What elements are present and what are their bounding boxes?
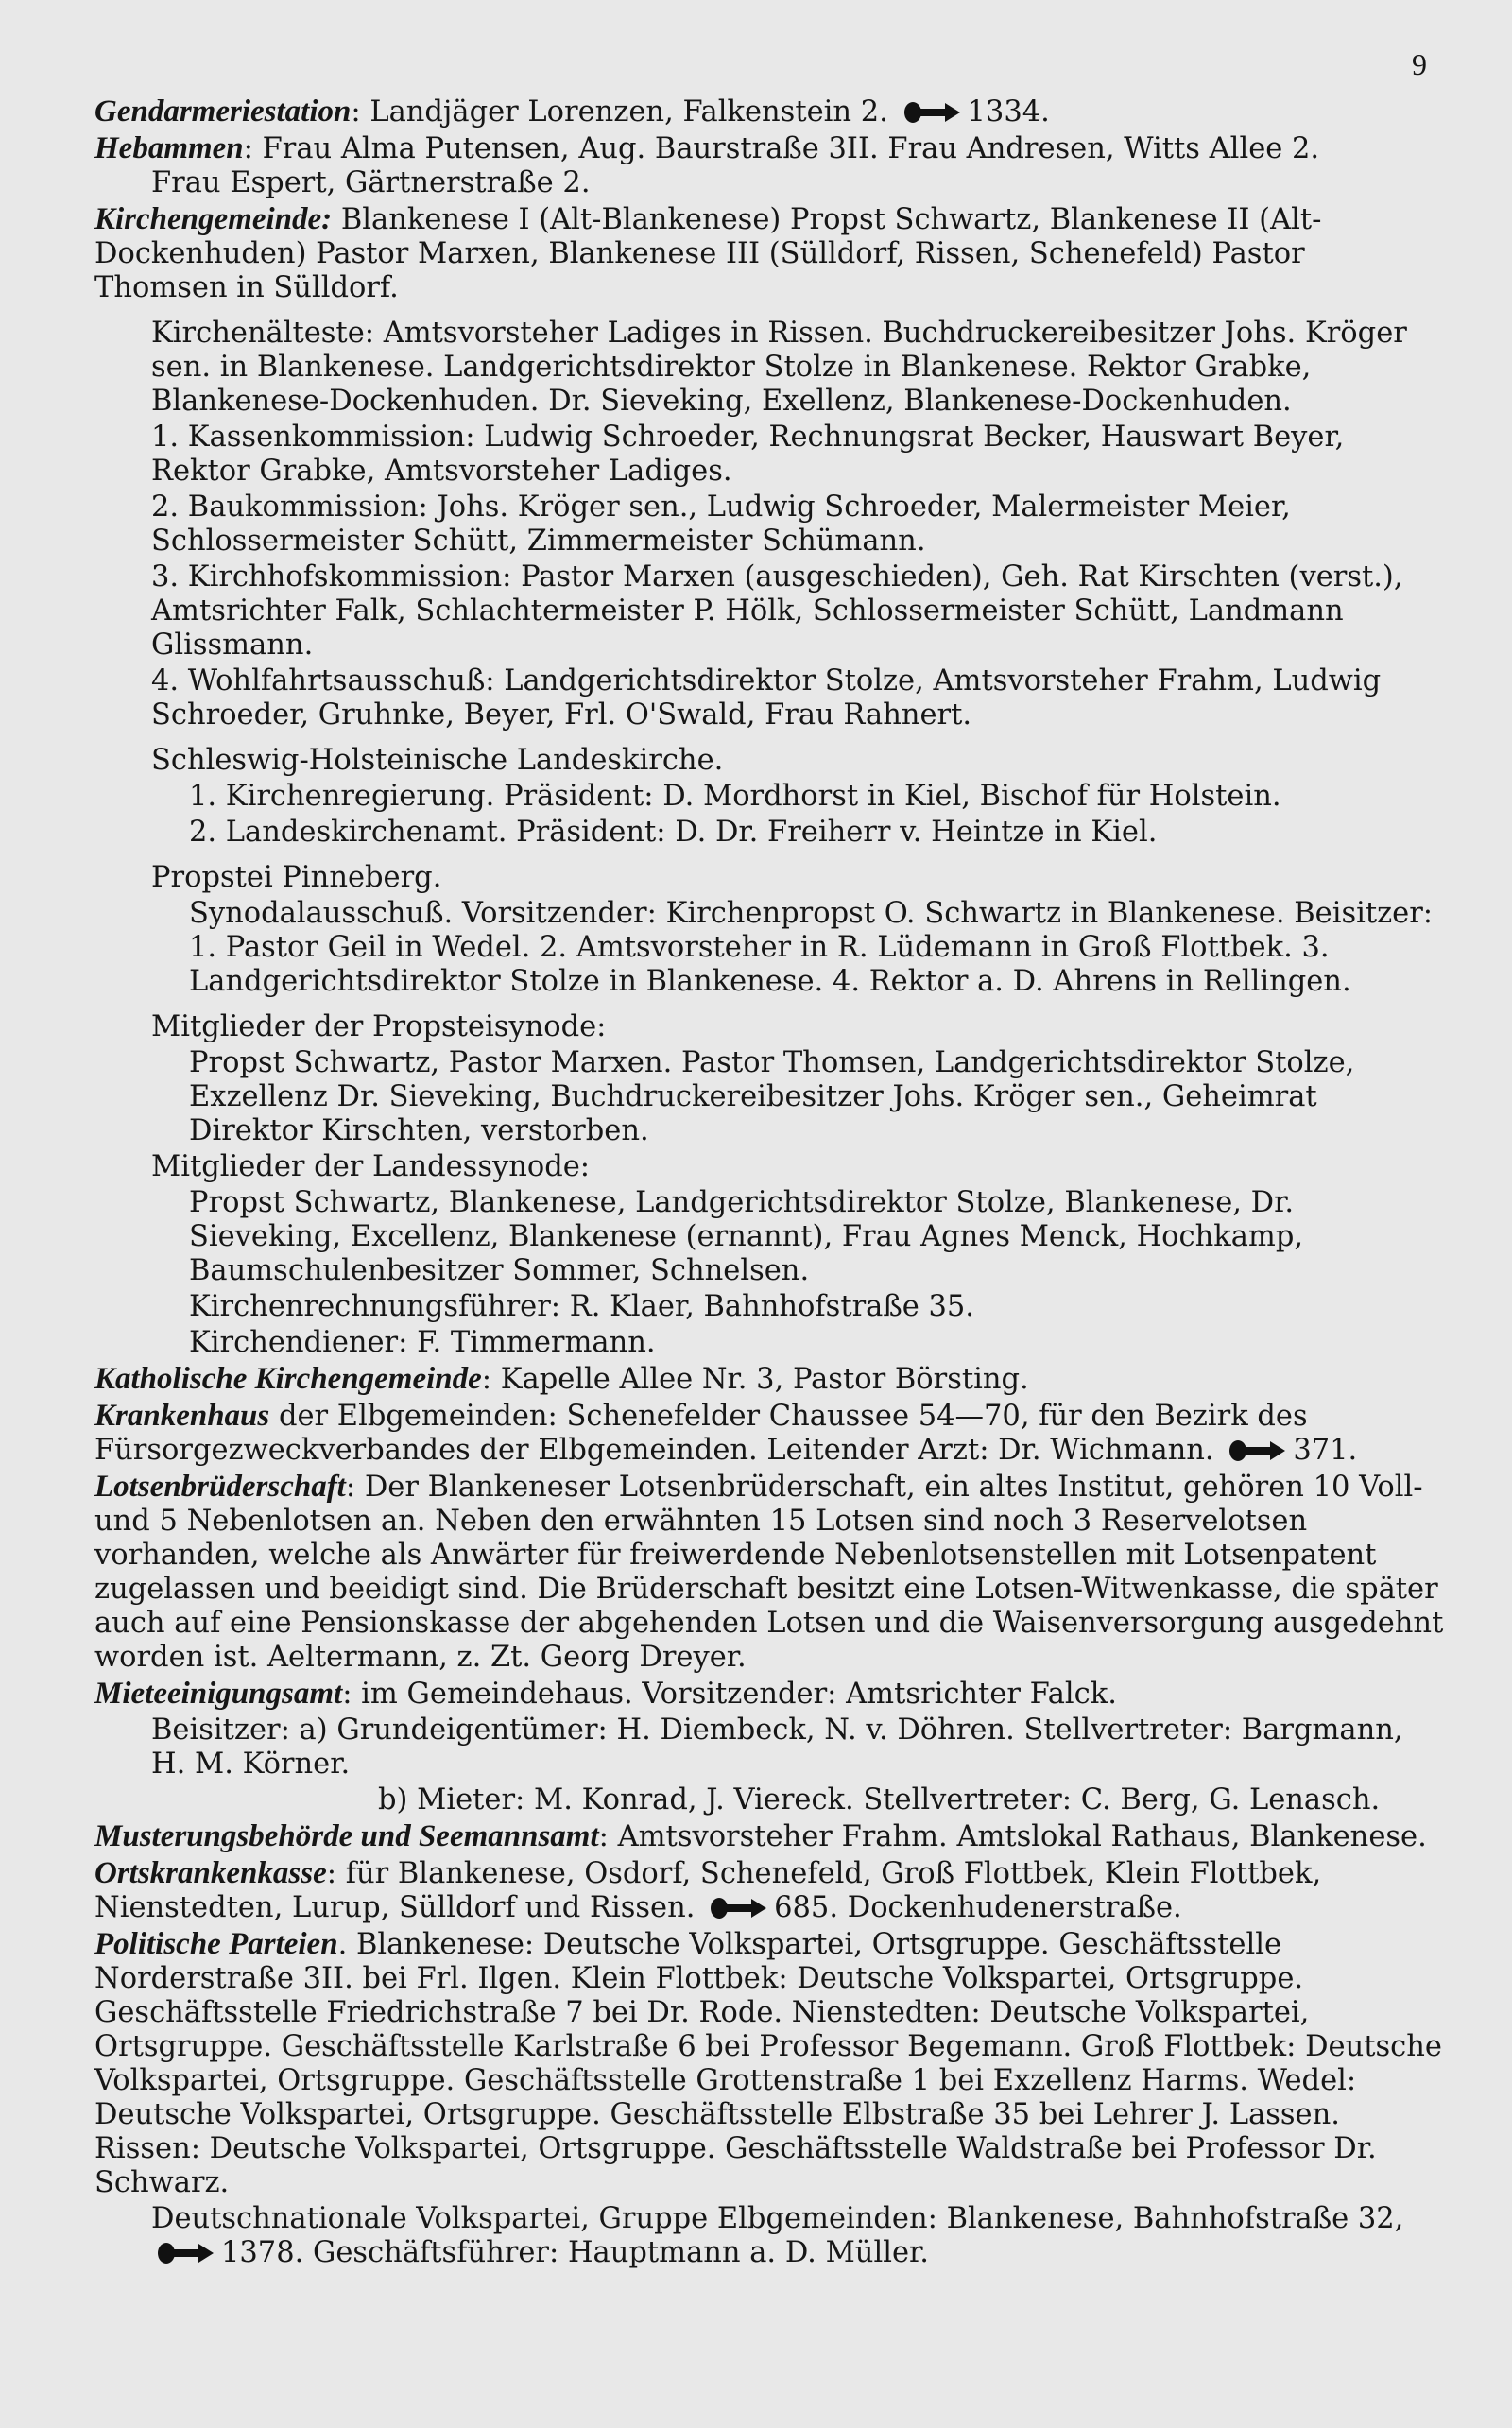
entry-landessynode-heading: Mitglieder der Landessynode: (151, 1150, 591, 1183)
entry-politische-parteien: Politische Parteien. Blankenese: Deutsche Volkspartei, Ortsgruppe. Geschäftsstelle Norderstraße 3II. bei Frl. Ilgen. Klein Flottbek: Deutsche Volkspartei, Ortsgruppe. Geschäftsstelle Friedrichstraße 7 bei Dr. Rode. Nienstedten: Deutsche Volkspartei, Ortsgruppe. Geschäftsstelle Karlstraße 6 bei Professor Begemann. Groß Flottbek: Deutsche Volkspartei, Ortsgruppe. Geschäftsstelle Grottenstraße 1 bei Exzellenz Harms. Wedel: Deutsche Volkspartei, Ortsgruppe. Geschäftsstelle Elbstraße 35 bei Lehrer J. Lassen. Rissen: Deutsche Volkspartei, Ortsgruppe. Geschäftsstelle Waldstraße bei Professor Dr. Schwarz. (94, 1927, 1442, 2199)
telephone-icon (710, 1896, 768, 1920)
entry-landeskirche: Schleswig-Holsteinische Landeskirche. (151, 744, 724, 777)
entry-deutschnationale-volkspartei: Deutschnationale Volkspartei, Gruppe Elbgemeinden: Blankenese, Bahnhofstraße 32, 1378. Geschäftsführer: Hauptmann a. D. Müller. (151, 2202, 1404, 2269)
entry-lotsenbruederschaft: Lotsenbrüderschaft: Der Blankeneser Lotsenbrüderschaft, ein altes Institut, gehören 10 Voll- und 5 Nebenlotsen an. Neben den erwähnten 15 Lotsen sind noch 3 Reservelotsen vorhanden, welche als Anwärter für freiwerdende Nebenlotsenstellen mit Lotsenpatent zugelassen und beeidigt sind. Die Brüderschaft besitzt eine Lotsen-Witwenkasse, die später auch auf eine Pensionskasse der abgehenden Lotsen und die Waisenversorgung ausgedehnt worden ist. Aeltermann, z. Zt. Georg Dreyer. (94, 1470, 1444, 1674)
entry-kirchendiener: Kirchendiener: F. Timmermann. (189, 1326, 656, 1359)
entry-mieteeinigungsamt: Mieteeinigungsamt: im Gemeindehaus. Vorsitzender: Amtsrichter Falck. (94, 1677, 1117, 1711)
telephone-icon (903, 100, 962, 125)
entry-kirchenrechnungsfuehrer: Kirchenrechnungsführer: R. Klaer, Bahnhofstraße 35. (189, 1290, 974, 1323)
entry-label: Lotsenbrüderschaft (94, 1470, 346, 1504)
entry-label: Ortskrankenkasse (94, 1856, 327, 1890)
telephone-icon (1228, 1438, 1287, 1463)
entry-kirchhofskommission: 3. Kirchhofskommission: Pastor Marxen (ausgeschieden), Geh. Rat Kirschten (verst.), Amtsrichter Falk, Schlachtermeister P. Hölk, Schlossermeister Schütt, Landmann Glissmann. (151, 560, 1403, 662)
entry-kirchenaelteste: Kirchenälteste: Amtsvorsteher Ladiges in Rissen. Buchdruckereibesitzer Johs. Kröger sen. in Blankenese. Landgerichtsdirektor Stolze in Blankenese. Rektor Grabke, Blankenese-Dockenhuden. Dr. Sieveking, Exellenz, Blankenese-Dockenhuden. (151, 317, 1407, 418)
telephone-icon (157, 2241, 215, 2265)
entry-mieteeinigungsamt-beisitzer-b: b) Mieter: M. Konrad, J. Viereck. Stellvertreter: C. Berg, G. Lenasch. (378, 1783, 1381, 1817)
entry-landessynode: Propst Schwartz, Blankenese, Landgerichtsdirektor Stolze, Blankenese, Dr. Sieveking, Excellenz, Blankenese (ernannt), Frau Agnes Menck, Hochkamp, Baumschulenbesitzer Sommer, Schnelsen. (189, 1186, 1304, 1287)
entry-label: Krankenhaus (94, 1399, 270, 1433)
entry-label: Hebammen (94, 131, 244, 165)
entry-label: Mieteeinigungsamt (94, 1677, 343, 1711)
entry-kassenkommission: 1. Kassenkommission: Ludwig Schroeder, Rechnungsrat Becker, Hauswart Beyer, Rektor Grabke, Amtsvorsteher Ladiges. (151, 421, 1345, 488)
entry-landeskirchenamt: 2. Landeskirchenamt. Präsident: D. Dr. Freiherr v. Heintze in Kiel. (189, 816, 1158, 849)
entry-kirchengemeinde: Kirchengemeinde: Blankenese I (Alt-Blankenese) Propst Schwartz, Blankenese II (Alt-Dockenhuden) Pastor Marxen, Blankenese III (Sülldorf, Rissen, Schenefeld) Pastor Thomsen in Sülldorf. (94, 202, 1322, 304)
entry-label: Kirchengemeinde: (94, 202, 333, 236)
entry-wohlfahrtsausschuss: 4. Wohlfahrtsausschuß: Landgerichtsdirektor Stolze, Amtsvorsteher Frahm, Ludwig Schroeder, Gruhnke, Beyer, Frl. O'Swald, Frau Rahnert. (151, 664, 1382, 732)
entry-baukommission: 2. Baukommission: Johs. Kröger sen., Ludwig Schroeder, Malermeister Meier, Schlossermeister Schütt, Zimmermeister Schümann. (151, 491, 1291, 558)
entry-propsteisynode: Propst Schwartz, Pastor Marxen. Pastor Thomsen, Landgerichtsdirektor Stolze, Exzellenz Dr. Sieveking, Buchdruckereibesitzer Johs. Kröger sen., Geheimrat Direktor Kirschten, verstorben. (189, 1046, 1355, 1147)
entry-gendarmeriestation: Gendarmeriestation: Landjäger Lorenzen, Falkenstein 2. 1334. (94, 95, 1050, 129)
entry-label: Politische Parteien (94, 1927, 338, 1961)
entry-ortskrankenkasse: Ortskrankenkasse: für Blankenese, Osdorf, Schenefeld, Groß Flottbek, Klein Flottbek, Nienstedten, Lurup, Sülldorf und Rissen. 685. Dockenhudenerstraße. (94, 1856, 1322, 1924)
entry-musterungsbehoerde: Musterungsbehörde und Seemannsamt: Amtsvorsteher Frahm. Amtslokal Rathaus, Blankenese. (94, 1819, 1427, 1853)
entry-label: Katholische Kirchengemeinde (94, 1362, 482, 1396)
entry-krankenhaus: Krankenhaus der Elbgemeinden: Schenefelder Chaussee 54—70, für den Bezirk des Fürsorgezweckverbandes der Elbgemeinden. Leitender Arzt: Dr. Wichmann. 371. (94, 1399, 1358, 1467)
entry-synodalausschuss: Synodalausschuß. Vorsitzender: Kirchenpropst O. Schwartz in Blankenese. Beisitzer: 1. Pastor Geil in Wedel. 2. Amtsvorsteher in R. Lüdemann in Groß Flottbek. 3. Landgerichtsdirektor Stolze in Blankenese. 4. Rektor a. D. Ahrens in Rellingen. (189, 897, 1434, 998)
entry-propsteisynode-heading: Mitglieder der Propsteisynode: (151, 1010, 607, 1043)
entry-katholische-kirchengemeinde: Katholische Kirchengemeinde: Kapelle Allee Nr. 3, Pastor Börsting. (94, 1362, 1029, 1396)
entry-hebammen: Hebammen: Frau Alma Putensen, Aug. Baurstraße 3II. Frau Andresen, Witts Allee 2. Frau Espert, Gärtnerstraße 2. (94, 131, 1320, 199)
entry-mieteeinigungsamt-beisitzer-a: Beisitzer: a) Grundeigentümer: H. Diembeck, N. v. Döhren. Stellvertreter: Bargmann, H. M. Körner. (151, 1713, 1403, 1781)
entry-kirchenregierung: 1. Kirchenregierung. Präsident: D. Mordhorst in Kiel, Bischof für Holstein. (189, 780, 1281, 813)
entry-propstei: Propstei Pinneberg. (151, 861, 442, 894)
entry-label: Gendarmeriestation (94, 95, 352, 129)
page-number: 9 (1412, 47, 1427, 81)
entry-label: Musterungsbehörde und Seemannsamt (94, 1819, 599, 1853)
